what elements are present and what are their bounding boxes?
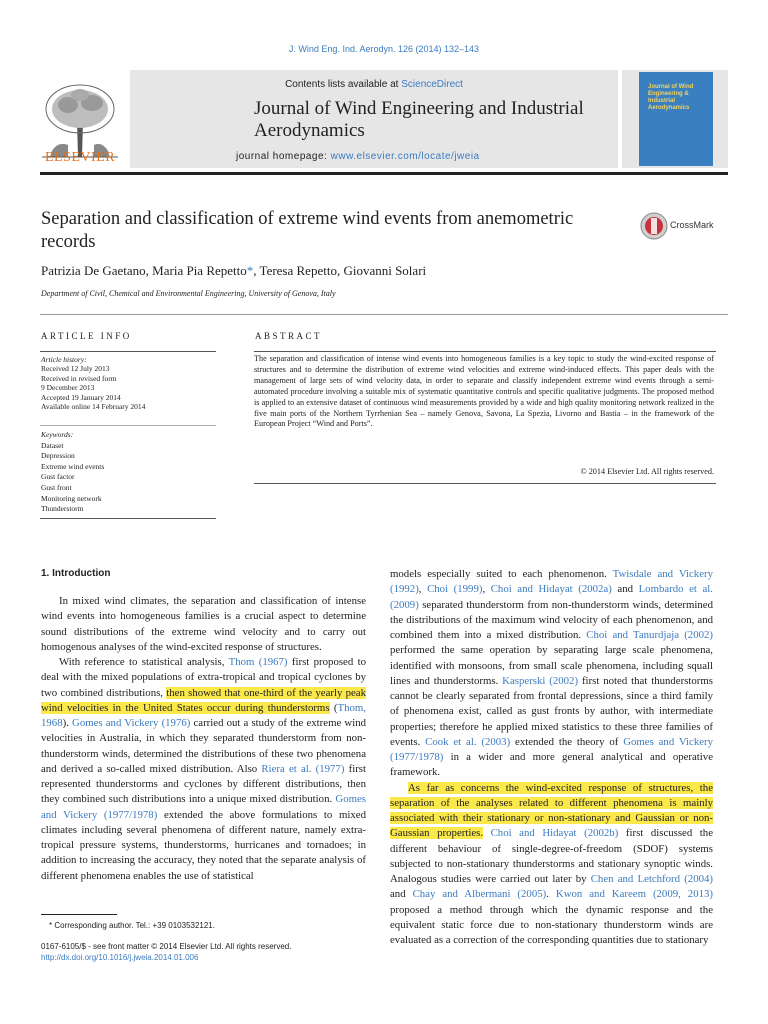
header-rule: [40, 172, 728, 175]
citation-link[interactable]: Kasperski (2002): [502, 674, 579, 687]
body-text: first discussed the different behaviour of single-degree-of-freedom (SDOF) systems subjected to non-stationary thunderstorms and stationary synoptic winds. Analogous studies were carried out later by: [390, 827, 713, 885]
body-text: carried out a study of the extreme wind velocities in Australia, in which they separated thunderstorm from non-thunderstorm winds, determined the distributions of these two phenomena and derived a so-called mixed distribution. Also: [41, 717, 366, 775]
crossmark-label[interactable]: CrossMark: [670, 220, 714, 230]
abstract-text: The separation and classification of intense wind events into homogeneous families is a key topic to study the wind-excited response of structures and to determine the distribution of extreme wind velocities and extreme wind-induced effects. This paper deals with the management of large sets of wind velocity data, in order to separate and classify independent extreme wind events through a semi-automated procedure involving a suitable mix of systematic quantitative controls and specific qualitative judgments. The proposed method is applied to an extensive dataset of continuous wind measurements provided by a wide and high quality monitoring network realized in the five main ports of the Northern Tyrrhenian Sea – namely Genova, Savona, La Spezia, Livorno and Bastia – in the framework of the European Project “Wind and Ports”.: [254, 354, 714, 429]
body-text: first proposed to deal with the mixed populations of extra-tropical and tropical cyclones by two combined distributions,: [41, 656, 366, 699]
body-text: separated thunderstorm from non-thunderstorm winds, determined the distributions of the maximum wind velocity of each phenomenon, and combined them into a mixed distribution.: [390, 598, 713, 641]
citation-link[interactable]: Thom (1967): [228, 656, 288, 668]
citation-link[interactable]: Gomes and Vickery (1977/1978): [41, 793, 366, 821]
citation-link[interactable]: Chen and Letchford (2004): [590, 873, 713, 885]
issn-line: 0167-6105/$ - see front matter © 2014 Elsevier Ltd. All rights reserved.: [41, 942, 292, 951]
body-text: In mixed wind climates, the separation and classification of intense wind events into homogeneous families is a crucial aspect to determine sound distributions of the extreme wind velocity and to carry out homogenous analyses of the wind-excited response of structures.: [41, 595, 366, 653]
abstract-heading: ABSTRACT: [255, 331, 323, 341]
body-text: performed the same operation by separating large scale phenomena, identified with monsoons, from small scale phenomena, including squall lines and thunderstorms.: [390, 644, 713, 687]
body-text: [483, 827, 491, 839]
keyword: Depression: [41, 451, 75, 461]
article-info-heading: ARTICLE INFO: [41, 331, 132, 341]
sciencedirect-link[interactable]: ScienceDirect: [401, 79, 463, 90]
issn-footer: [41, 942, 291, 963]
body-text: in a wider and more general analytical and operative framework.: [390, 751, 713, 779]
citation-link[interactable]: Gomes and Vickery (1976): [72, 717, 191, 729]
doi-link[interactable]: http://dx.doi.org/10.1016/j.jweia.2014.01.006: [41, 952, 199, 962]
citation-link[interactable]: Cook et al. (2003): [425, 735, 511, 748]
corresponding-author-mark[interactable]: *: [246, 263, 254, 278]
introduction-heading: 1. Introduction: [41, 568, 111, 579]
author-list: [41, 263, 426, 279]
authors-first: Patrizia De Gaetano, Maria Pia Repetto: [41, 263, 247, 278]
citation-link[interactable]: Twisdale and Vickery (1992): [390, 568, 713, 596]
publisher-name: ELSEVIER: [44, 150, 116, 165]
keyword: Dataset: [41, 440, 64, 450]
corresponding-author-footnote: * Corresponding author. Tel.: +39 0103532121.: [49, 921, 215, 930]
body-paragraph: [390, 781, 713, 949]
keywords-rule: [40, 425, 216, 426]
abstract-copyright: © 2014 Elsevier Ltd. All rights reserved.: [580, 467, 714, 476]
journal-title: Journal of Wind Engineering and Industrial Aerodynamics: [254, 98, 584, 141]
citation-link[interactable]: Thom, 1968: [41, 701, 366, 729]
citation-link[interactable]: Riera et al. (1977): [261, 762, 345, 775]
keyword: Gust factor: [41, 472, 75, 482]
keywords-label: Keywords:: [41, 430, 74, 439]
highlighted-text: then showed that one-third of the yearly peak wind velocities in the United States occur during thunderstorms: [41, 686, 367, 714]
citation-link[interactable]: Lombardo et al. (2009): [390, 583, 713, 611]
article-info-rule: [40, 351, 216, 352]
body-text: first represented thunderstorms and cyclones by different distributions, then they combined such distributions into a unique mixed distribution.: [41, 762, 367, 806]
body-text: and: [390, 888, 413, 901]
body-text: models especially suited to each phenomenon.: [390, 568, 613, 580]
history-line: Received 12 July 2013: [41, 364, 110, 374]
body-text: and: [611, 583, 639, 596]
abstract-bottom-rule: [254, 483, 716, 484]
homepage-line: [236, 151, 480, 162]
body-text: extended the above formulations to mixed climates including several phenomena of different nature, namely extra-tropical pressure systems, thunderstorms, hurricanes and tornadoes; in addition to increasing the accuracy, they noted that the separate analysis of different phenomena enables the use of statistical: [41, 808, 366, 882]
homepage-link[interactable]: www.elsevier.com/locate/jweia: [330, 151, 480, 162]
history-line: 9 December 2013: [41, 383, 95, 393]
history-line: Accepted 19 January 2014: [41, 392, 121, 402]
citation-link[interactable]: Choi and Hidayat (2002b): [490, 827, 619, 840]
homepage-prefix: journal homepage:: [236, 151, 331, 162]
keywords: [41, 430, 216, 515]
body-text: ,: [482, 583, 491, 596]
journal-citation[interactable]: J. Wind Eng. Ind. Aerodyn. 126 (2014) 132–143: [288, 44, 480, 54]
history-label: Article history:: [41, 355, 87, 364]
citation-link[interactable]: Choi and Hidayat (2002a): [490, 583, 612, 596]
keyword: Monitoring network: [41, 493, 102, 503]
body-paragraph: [41, 655, 366, 884]
keyword: Gust front: [41, 482, 72, 492]
contents-line: [130, 79, 618, 90]
author-affiliation: Department of Civil, Chemical and Environmental Engineering, University of Genova, Italy: [41, 289, 336, 298]
body-text: extended the theory of: [510, 735, 624, 748]
highlighted-text: As far as concerns the wind-excited response of structures, the separation of the analyses related to different phenomena is mainly associated with their stationary or non-stationary and Gaussian or non-Gaussian properties.: [390, 781, 713, 840]
citation-link[interactable]: Choi and Tanurdjaja (2002): [586, 629, 713, 641]
paper-title: Separation and classification of extreme wind events from anemometric records: [41, 209, 574, 252]
body-text: With reference to statistical analysis,: [59, 656, 229, 668]
citation-link[interactable]: Choi (1999): [427, 583, 483, 596]
citation-link[interactable]: Kwon and Kareem (2009, 2013): [555, 888, 713, 901]
history-line: Received in revised form: [41, 373, 117, 383]
journal-cover-title: Journal of Wind Engineering & Industrial Aerodynamics: [648, 84, 694, 111]
article-history: [41, 355, 216, 411]
keyword: Extreme wind events: [41, 461, 105, 471]
body-column-left: [41, 594, 366, 884]
body-text: proposed a method through which the dynamic response and the equivalent static force due to non-stationary thunderstorm winds are evaluated as a correction of the corresponding quantities due to stationary: [390, 903, 713, 946]
authors-rest: , Teresa Repetto, Giovanni Solari: [253, 263, 427, 278]
body-paragraph: [41, 594, 366, 655]
section-rule: [40, 314, 728, 315]
contents-prefix: Contents lists available at: [285, 79, 402, 90]
keyword: Thunderstorm: [41, 504, 84, 514]
body-text: ).: [62, 717, 73, 729]
body-text: ,: [418, 583, 428, 596]
body-text: .: [546, 888, 556, 901]
body-paragraph: [390, 567, 713, 781]
history-line: Available online 14 February 2014: [41, 402, 146, 412]
body-column-right: [390, 567, 713, 948]
article-info-bottom-rule: [40, 518, 216, 519]
body-text: first noted that thunderstorms cannot be clearly separated from frontal depressions, since a third family of phenomena exist, called as gust fronts by author, with intermediate properties; therefore he applied mixed statistics to these three families of events.: [390, 674, 713, 748]
citation-link[interactable]: Gomes and Vickery (1977/1978): [390, 735, 714, 763]
citation-link[interactable]: Chay and Albermani (2005): [412, 888, 547, 901]
footnote-rule: [41, 914, 117, 915]
body-text: (: [329, 701, 338, 714]
abstract-rule: [254, 351, 716, 352]
